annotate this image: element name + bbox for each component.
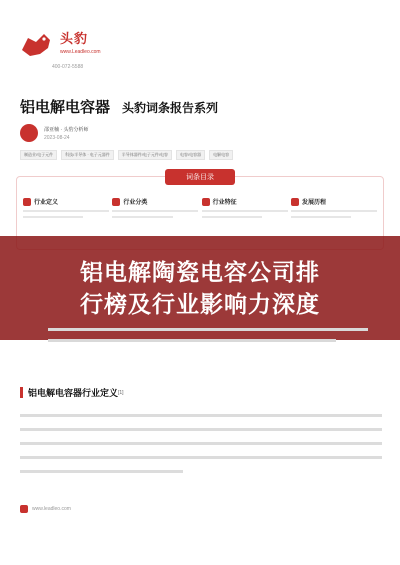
section-marker [20,387,23,398]
footer-url[interactable]: www.leadleo.com [32,506,71,512]
section-heading [20,386,124,399]
title-row [20,96,218,117]
text-placeholder [202,210,288,212]
footer-logo-icon [20,505,28,513]
catalog-item-label: 行业特征 [212,200,237,206]
section-body [20,414,382,484]
catalog-banner [165,169,235,185]
author-name: 邵亚楠 · 头豹分析师 [44,126,89,133]
text-placeholder [112,210,198,212]
catalog-item-definition[interactable] [23,197,109,218]
text-placeholder [20,456,382,459]
text-placeholder [20,442,382,445]
hotline-number: 400-072-5588 [52,64,84,70]
headline-line-1: 铝电解陶瓷电容公司排 [80,259,320,285]
catalog-item-label: 发展历程 [301,200,326,206]
text-placeholder [20,414,382,417]
intro-text [48,328,368,350]
text-placeholder [202,216,262,218]
footnote-ref[interactable]: [1] [118,389,124,396]
brand-url[interactable]: www.Leadleo.com [60,49,101,55]
bullet-icon [23,198,31,206]
page-footer [20,505,71,513]
section-title: 铝电解电容器行业定义 [28,388,119,398]
bullet-icon [112,198,120,206]
catalog-item-label: 行业定义 [34,200,59,206]
catalog-item-characteristics[interactable] [202,197,288,218]
text-placeholder [291,210,377,212]
author-info [20,124,88,142]
tag-item[interactable]: 电容/电容器 [176,150,205,160]
text-placeholder [20,470,183,473]
document-series: 头豹词条报告系列 [122,101,219,115]
leopard-logo-icon [18,28,54,64]
avatar [20,124,38,142]
tag-item[interactable]: 电解电容 [209,150,233,160]
bullet-icon [202,198,210,206]
text-placeholder [23,216,83,218]
catalog-item-label: 行业分类 [123,200,148,206]
tag-item[interactable]: 科技/半导体 · 电子元器件 [61,150,114,160]
headline-banner [0,236,400,340]
text-placeholder [112,216,172,218]
headline-line-2: 行榜及行业影响力深度 [80,291,320,317]
tag-item[interactable]: 半导体器件/电子元件/电容 [118,150,172,160]
catalog-item-classification[interactable] [112,197,198,218]
catalog-title: 词条目录 [186,174,214,181]
text-placeholder [23,210,109,212]
tag-item[interactable]: 制造业/电子元件 [20,150,57,160]
bullet-icon [291,198,299,206]
tag-list [20,150,233,160]
text-placeholder [20,428,382,431]
document-title: 铝电解电容器 [20,99,111,116]
publish-date: 2023-08-24 [44,134,70,141]
text-placeholder [291,216,351,218]
text-placeholder [48,339,336,342]
text-placeholder [48,328,368,331]
catalog-item-history[interactable] [291,197,377,218]
brand-name: 头豹 [60,31,89,46]
